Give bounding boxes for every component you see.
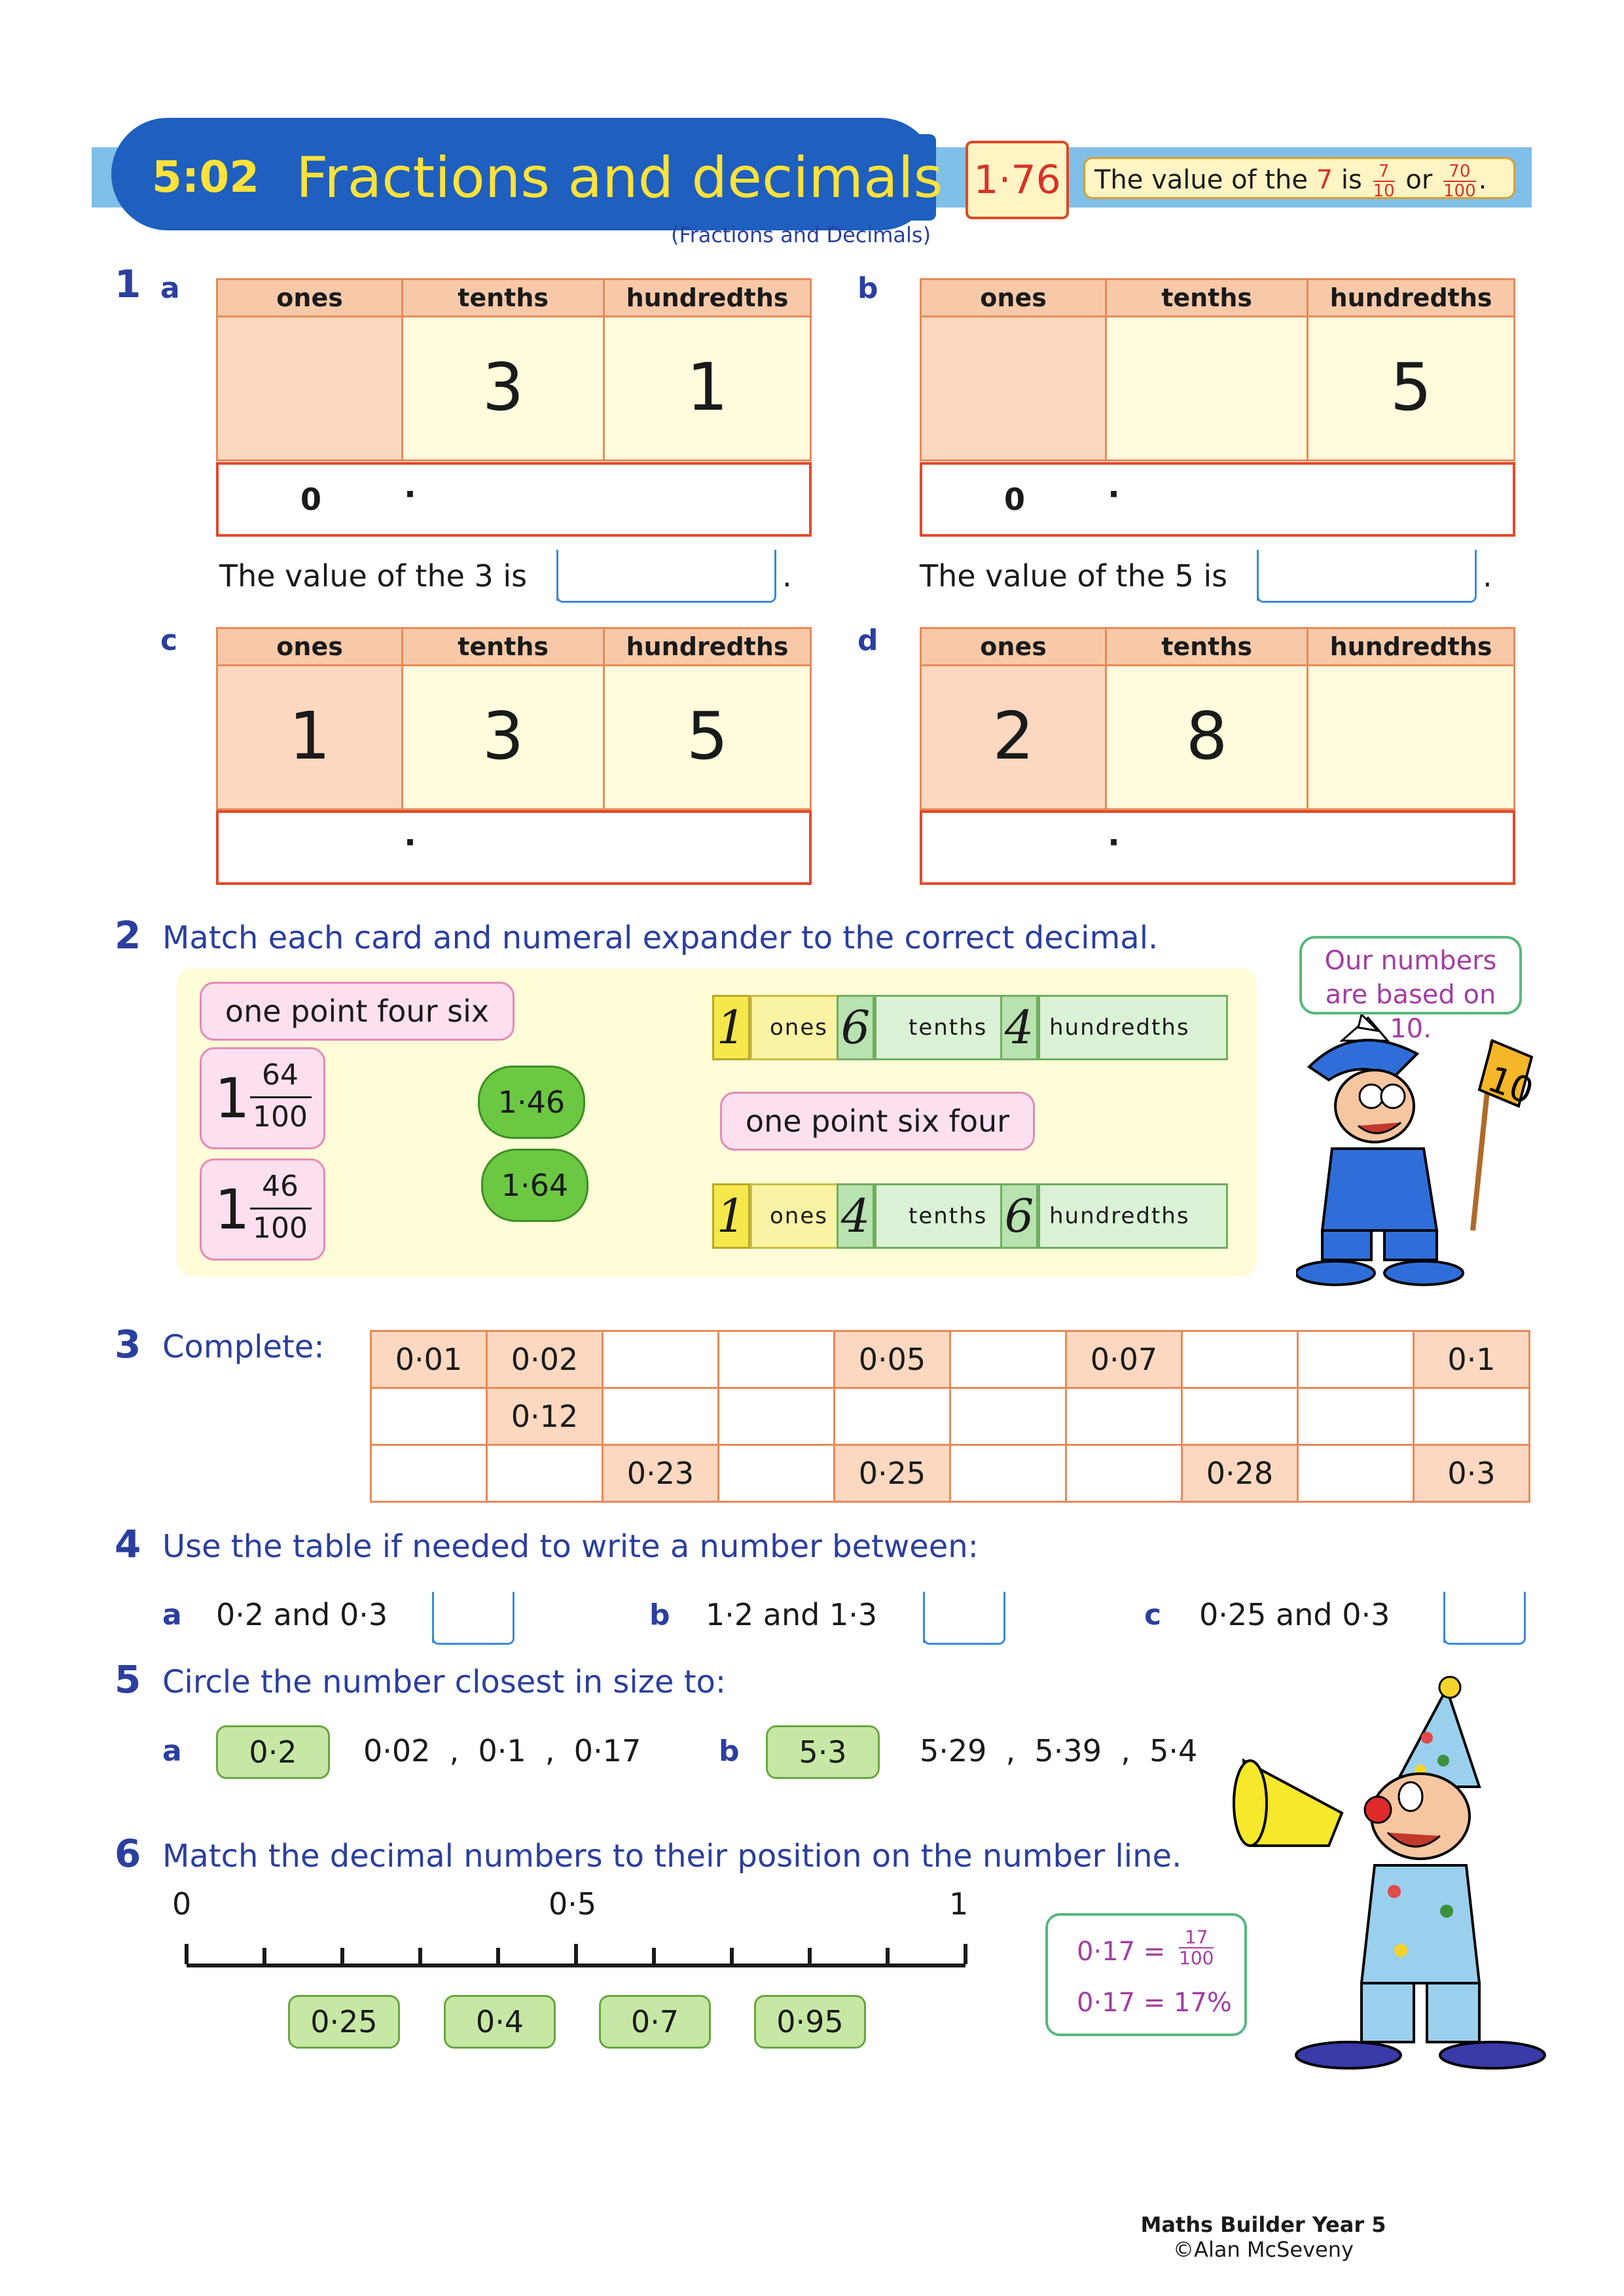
expander1-label-tenths: tenths bbox=[909, 1014, 988, 1041]
q1d-answer-box[interactable]: · bbox=[920, 810, 1515, 885]
word-card-1[interactable]: one point four six bbox=[200, 982, 514, 1041]
expander1-digit-ones: 1 bbox=[716, 1001, 746, 1054]
q4b-text: 1·2 and 1·3 bbox=[706, 1597, 878, 1632]
q1b-value-text: The value of the 5 is bbox=[920, 558, 1228, 594]
number-line-tick bbox=[262, 1948, 266, 1964]
q1c-place-value-table: ones tenths hundredths 1 3 5 bbox=[216, 627, 812, 810]
note-fraction: 17 100 bbox=[1179, 1926, 1214, 1969]
note-digit: 7 bbox=[1316, 165, 1333, 195]
q4a-answer[interactable] bbox=[432, 1592, 514, 1645]
question-2-text: Match each card and numeral expander to the correct decimal. bbox=[162, 920, 1159, 956]
q6-chip-4[interactable]: 0·95 bbox=[754, 1995, 866, 2049]
number-line-tick bbox=[574, 1944, 578, 1964]
mixed-number-card-2[interactable]: 1 46 100 bbox=[200, 1158, 325, 1261]
number-line-label-1: 1 bbox=[949, 1886, 969, 1922]
q6-chip-2[interactable]: 0·4 bbox=[444, 1995, 556, 2049]
section-code: 5:02 bbox=[152, 152, 260, 202]
question-5-text: Circle the number closest in size to: bbox=[162, 1664, 727, 1700]
q1a-label: a bbox=[160, 272, 180, 305]
expander1-digit-hundredths: 4 bbox=[1004, 1001, 1034, 1054]
footer-book-title: Maths Builder Year 5 bbox=[1140, 2212, 1386, 2237]
reference-badge: 1·76 bbox=[965, 141, 1069, 219]
col-hundredths: hundredths bbox=[626, 283, 789, 312]
page-title: Fractions and decimals bbox=[296, 145, 943, 211]
q4a-text: 0·2 and 0·3 bbox=[216, 1597, 388, 1632]
q6-chip-1[interactable]: 0·25 bbox=[288, 1995, 400, 2049]
question-2-number: 2 bbox=[115, 913, 141, 958]
decimal-pill-2[interactable]: 1·64 bbox=[481, 1149, 588, 1222]
q5b-options[interactable]: 5·29 , 5·39 , 5·4 bbox=[920, 1733, 1198, 1768]
percentage-note: 0·17 = 17 100 0·17 = 17% bbox=[1045, 1913, 1247, 2036]
q5a-options[interactable]: 0·02 , 0·1 , 0·17 bbox=[363, 1733, 641, 1768]
q1a-answer-box[interactable]: 0 · bbox=[216, 462, 812, 537]
q5a-target: 0·2 bbox=[216, 1725, 330, 1779]
clown-illustration bbox=[1231, 1676, 1571, 2081]
number-line-tick bbox=[808, 1948, 812, 1964]
hundredths-table: 0·01 0·02 0·05 0·07 0·1 0·12 0·23 0·25 0·28 0·3 bbox=[370, 1330, 1530, 1503]
footer-copyright: ©Alan McSeveny bbox=[1173, 2237, 1354, 2262]
col-ones: ones bbox=[218, 280, 403, 315]
note-or: or bbox=[1405, 165, 1433, 195]
speech-bubble: Our numbers are based on 10. bbox=[1299, 936, 1522, 1014]
number-line-tick bbox=[964, 1944, 967, 1964]
q4c-answer[interactable] bbox=[1443, 1592, 1526, 1645]
col-tenths: tenths bbox=[403, 280, 605, 315]
number-line-tick bbox=[418, 1948, 422, 1964]
cell-hundredths: 1 bbox=[605, 317, 810, 459]
note-is: is bbox=[1341, 165, 1362, 195]
question-4-number: 4 bbox=[115, 1522, 141, 1566]
question-3-text: Complete: bbox=[162, 1329, 325, 1365]
number-line-tick bbox=[185, 1944, 189, 1964]
q4b-answer[interactable] bbox=[923, 1592, 1005, 1645]
header-note: The value of the 7 is $\frac{7}{10}$ or $\frac{70}{100}$ . bbox=[1083, 157, 1515, 199]
page-subtitle: (Fractions and Decimals) bbox=[671, 223, 931, 247]
q1a-place-value-table bbox=[216, 278, 812, 461]
number-line-tick bbox=[730, 1948, 734, 1964]
q1c-answer-box[interactable]: · bbox=[216, 810, 812, 885]
expander1-digit-tenths: 6 bbox=[840, 1001, 871, 1054]
q1b-place-value-table: ones tenths hundredths 5 bbox=[920, 278, 1515, 461]
q1d-place-value-table: ones tenths hundredths 2 8 bbox=[920, 627, 1515, 810]
number-line-label-0: 0 bbox=[172, 1886, 192, 1922]
q1a-value-answer[interactable] bbox=[556, 550, 776, 603]
numeral-expander-1[interactable] bbox=[712, 995, 1229, 1060]
q1b-answer-box[interactable]: 0 · bbox=[920, 462, 1515, 537]
question-3-number: 3 bbox=[115, 1322, 141, 1367]
question-6-number: 6 bbox=[115, 1831, 141, 1876]
svg-text:10: 10 bbox=[1482, 1058, 1539, 1113]
q6-chip-3[interactable]: 0·7 bbox=[599, 1995, 711, 2049]
question-6-text: Match the decimal numbers to their position on the number line. bbox=[162, 1838, 1182, 1874]
q1b-value-answer[interactable] bbox=[1257, 550, 1477, 603]
note-fraction-2: $\frac{70}{100}$ bbox=[1443, 162, 1476, 201]
number-line-tick bbox=[496, 1948, 500, 1964]
q1d-label: d bbox=[857, 624, 878, 657]
cell-tenths: 3 bbox=[403, 317, 605, 459]
q1a-value-text: The value of the 3 is bbox=[219, 558, 528, 594]
policeman-illustration bbox=[1296, 1014, 1558, 1289]
note-prefix: The value of the bbox=[1094, 165, 1308, 195]
q4c-text: 0·25 and 0·3 bbox=[1199, 1597, 1390, 1632]
mixed-number-card-1[interactable]: 1 64 100 bbox=[200, 1047, 325, 1149]
q5b-target: 5·3 bbox=[766, 1725, 880, 1779]
expander1-label-hundredths: hundredths bbox=[1049, 1014, 1190, 1041]
number-line-label-half: 0·5 bbox=[549, 1886, 597, 1922]
decimal-pill-1[interactable]: 1·46 bbox=[478, 1066, 585, 1139]
q1c-label: c bbox=[160, 624, 178, 657]
number-line-tick bbox=[652, 1948, 656, 1964]
footer bbox=[1139, 2212, 1388, 2262]
cell-ones bbox=[218, 317, 403, 459]
q1b-label: b bbox=[857, 272, 878, 305]
number-line-tick bbox=[340, 1948, 344, 1964]
number-line-tick bbox=[886, 1948, 890, 1964]
question-4-text: Use the table if needed to write a number between: bbox=[162, 1528, 979, 1565]
word-card-2[interactable]: one point six four bbox=[720, 1092, 1035, 1151]
question-5-number: 5 bbox=[115, 1657, 141, 1702]
question-1-number: 1 bbox=[115, 262, 141, 306]
note-fraction-1: $\frac{7}{10}$ bbox=[1373, 162, 1395, 201]
expander1-label-ones: ones bbox=[770, 1014, 828, 1041]
numeral-expander-2[interactable]: 1 ones 4 tenths 6 hundredths bbox=[712, 1183, 1229, 1249]
